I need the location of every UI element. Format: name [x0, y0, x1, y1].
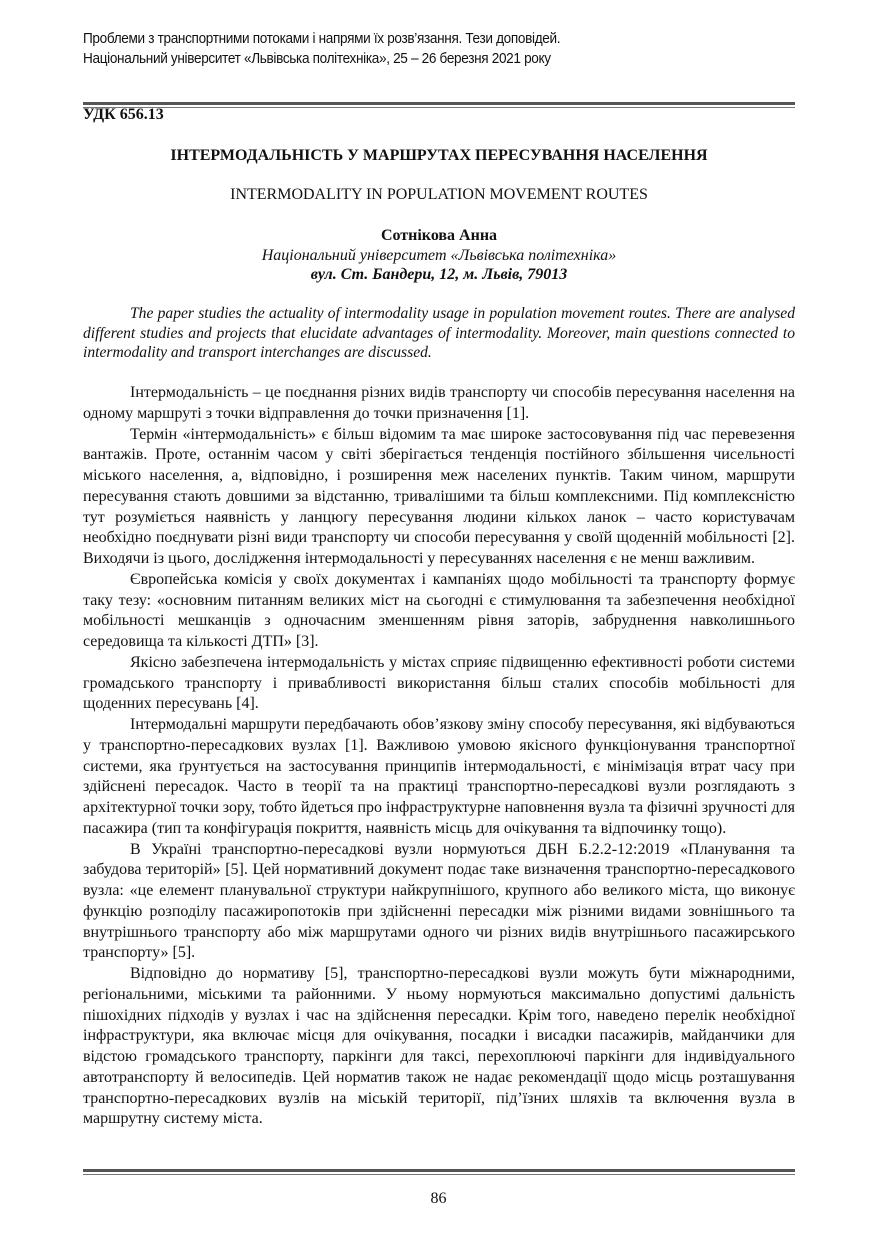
- author-name: Сотнікова Анна: [380, 227, 498, 244]
- header-divider: [83, 102, 795, 108]
- paragraph: Відповідно до нормативу [5], транспортно-пересадкові вузли можуть бути міжнародними, регіональними, міськими та районними. У ньому нормуються максимально допустимі дальність пішохідних підходів у вузлах і час на здійснення пересадки. Крім того, наведено перелік необхідної інфраструктури, яка включає місця для очікування, посадки і висадки пасажирів, майданчики для відстою громадського транспорту, паркінги для таксі, перехоплюючі паркінги для індивідуального автотранспорту й велосипедів. Цей норматив також не надає рекомендації щодо місць розташування транспортно-пересадкових вузлів на міській території, під’їзних шляхів та включення вузла в маршрутну систему міста.: [83, 965, 795, 1128]
- author-affiliation: Національний університет «Львівська політехніка»: [261, 247, 617, 264]
- running-header-line-1: Проблеми з транспортними потоками і напрями їх розв’язання. Тези доповідей.: [83, 31, 561, 47]
- paper-title-english: INTERMODALITY IN POPULATION MOVEMENT ROUTES: [230, 186, 648, 203]
- page-number: 86: [430, 1190, 447, 1207]
- abstract: The paper studies the actuality of intermodality usage in population movement routes. There are analysed different studies and projects that elucidate advantages of intermodality. Moreover, main questions connected to intermodality and transport interchanges are discussed.: [83, 305, 795, 361]
- paragraph: Інтермодальність – це поєднання різних видів транспорту чи способів пересування населення на одному маршруті з точки відправлення до точки призначення [1].: [83, 384, 795, 422]
- body-text: [83, 383, 795, 1130]
- author-address: вул. Ст. Бандери, 12, м. Львів, 79013: [310, 266, 568, 283]
- footer-divider: [83, 1169, 795, 1175]
- udk-code: УДК 656.13: [83, 106, 164, 123]
- running-header-line-2: Національний університет «Львівська політехніка», 25 – 26 березня 2021 року: [83, 51, 551, 67]
- paragraph: Інтермодальні маршрути передбачають обов’язкову зміну способу пересування, які відбуваються у транспортно-пересадкових вузлах [1]. Важливою умовою якісного функціонування транспортної системи, яка ґрунтується на застосування принципів інтермодальності, є мінімізація втрат часу при здійснені пересадок. Часто в теорії та на практиці транспортно-пересадкові вузли розглядають з архітектурної точки зору, тобто йдеться про інфраструктурне наповнення вузла та фізичні зручності для пасажира (тип та конфігурація покриття, наявність місць для очікування та відпочинку тощо).: [83, 716, 795, 837]
- paragraph: Європейська комісія у своїх документах і кампаніях щодо мобільності та транспорту формує таку тезу: «основним питанням великих міст на сьогодні є стимулювання та забезпечення необхідної мобільності мешканців з одночасним зменшенням рівня заторів, забруднення навколишнього середовища та кількості ДТП» [3].: [83, 570, 795, 650]
- running-header: [83, 29, 753, 69]
- paragraph: Якісно забезпечена інтермодальність у містах сприяє підвищенню ефективності роботи системи громадського транспорту і привабливості використання більш сталих способів мобільності для щоденних пересувань [4].: [83, 653, 795, 713]
- paper-title: ІНТЕРМОДАЛЬНІСТЬ У МАРШРУТАХ ПЕРЕСУВАННЯ НАСЕЛЕННЯ: [170, 147, 708, 164]
- paragraph: В Україні транспортно-пересадкові вузли нормуються ДБН Б.2.2-12:2019 «Планування та забудова територій» [5]. Цей нормативний документ подає таке визначення транспортно-пересадкового вузла: «це елемент планувальної структури найкрупнішого, крупного або великого міста, що виконує функцію розподілу пасажиропотоків при здійсненні пересадки між різними видами зовнішнього та внутрішнього транспорту або між маршрутами одного чи різних видів внутрішнього пасажирського транспорту» [5].: [83, 840, 795, 962]
- paragraph: Термін «інтермодальність» є більш відомим та має широке застосовування під час перевезення вантажів. Проте, останнім часом у світі зберігається тенденція постійного збільшення чисельності міського населення, а, відповідно, і розширення меж населених пунктів. Таким чином, маршрути пересування стають довшими за відстанню, тривалішими та більш комплексними. Під комплексністю тут розуміється наявність у ланцюгу пересування людини кількох ланок – часто користувачам необхідно поєднувати різні види транспорту чи способи пересування у своїй щоденній мобільності [2]. Виходячи із цього, дослідження інтермодальності у пересуваннях населення є не менш важливим.: [83, 425, 795, 567]
